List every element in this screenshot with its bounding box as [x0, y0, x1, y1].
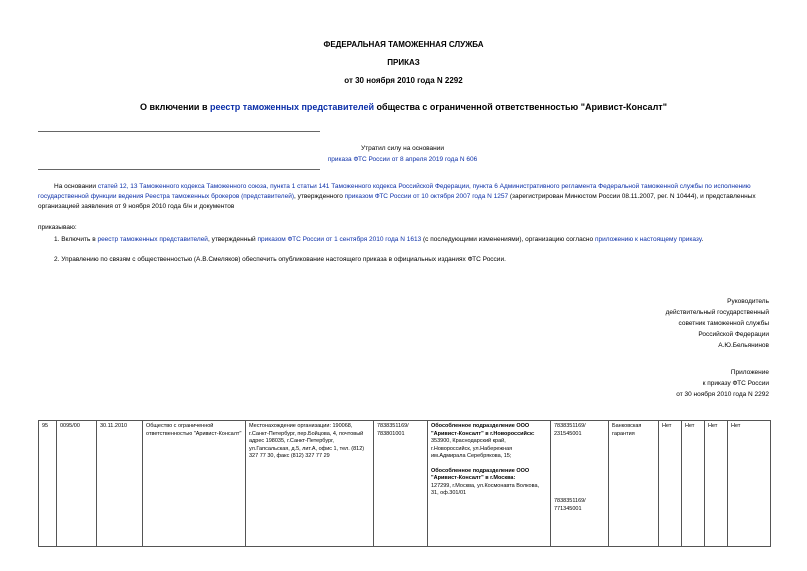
cell-number: 95 — [39, 421, 57, 547]
doc-subject — [0, 102, 807, 112]
order-item-1 — [38, 235, 770, 245]
divider-top — [38, 131, 320, 132]
expired-text: Утратил силу на основании — [360, 145, 445, 152]
basis-order-link[interactable]: приказом ФТС России от 10 октября 2007 года N 1257 — [344, 193, 509, 200]
cell-inn-kpp: 7838351169/ 783801001 — [374, 421, 428, 547]
divider-bottom — [38, 169, 320, 170]
item1-text-2: , утвержденный — [207, 236, 258, 243]
item1-order-link[interactable]: приказом ФТС России от 1 сентября 2010 года N 1613 — [257, 236, 422, 243]
basis-code-link[interactable]: статей 12, 13 Таможенного кодекса Таможенного союза, пункта 1 статьи 141 Таможенного кодекса Российской Федерации, пункта 6 Административного регламента Федеральной таможенной службы по исполнению государственной функции ведения Реестра таможенных брокеров (представителей) — [38, 183, 751, 200]
item1-text-3: (с последующими изменениями), организацию согласно — [421, 236, 595, 243]
item1-registry-link[interactable]: реестр таможенных представителей — [97, 236, 208, 243]
appendix-line-1: Приложение — [730, 369, 769, 376]
expired-note — [300, 143, 505, 165]
order-word: приказываю: — [38, 224, 77, 231]
expired-order-link[interactable]: приказа ФТС России от 8 апреля 2019 года N 606 — [327, 156, 478, 163]
doc-type: ПРИКАЗ — [387, 58, 420, 67]
table-row — [39, 421, 771, 547]
cell-flag-1: Нет — [659, 421, 682, 547]
cell-date: 30.11.2010 — [97, 421, 143, 547]
agency-title: ФЕДЕРАЛЬНАЯ ТАМОЖЕННАЯ СЛУЖБА — [323, 40, 484, 49]
cell-subdivisions — [428, 421, 551, 547]
subject-prefix: О включении в — [140, 102, 210, 112]
order-item-2: 2. Управлению по связям с общественностью (А.В.Смеляков) обеспечить опубликование настоящего приказа в официальных изданиях ФТС России. — [54, 256, 506, 263]
subdivision-2-address: 127299, г.Москва, ул.Космонавта Волкова, 31, оф.301/01 — [431, 482, 540, 496]
signature-line-4: Российской Федерации — [698, 331, 769, 338]
cell-subdivision-inn — [551, 421, 609, 547]
signature-name: А.Ю.Бельянинов — [718, 342, 769, 349]
basis-text-3: (зарегистрирован Минюстом России 08.11.2007, рег. N 10444), и представленных организацией заявления от 9 ноября 2010 года б/н и документов — [38, 193, 756, 210]
appendix-line-3: от 30 ноября 2010 года N 2292 — [676, 391, 769, 398]
subdivision-1-address: 353900, Краснодарский край, г.Новороссийск, ул.Набережная им.Адмирала Серебрякова, 15; — [431, 438, 513, 459]
cell-reg-number: 0095/00 — [57, 421, 97, 547]
signature-block — [509, 296, 769, 351]
signature-line-3: советник таможенной службы — [678, 320, 769, 327]
cell-flag-3: Нет — [705, 421, 728, 547]
cell-org-name: Общество с ограниченной ответственностью "Аривист-Консалт" — [143, 421, 246, 547]
subdivision-1-inn: 7838351169/ 231545001 — [554, 423, 586, 437]
subject-registry-link[interactable]: реестр таможенных представителей — [210, 102, 375, 112]
item1-text-1: 1. Включить в — [54, 236, 98, 243]
appendix-block — [509, 367, 769, 400]
subdivision-2-inn: 7838351169/ 771345001 — [554, 498, 586, 512]
basis-text-2: , утвержденного — [294, 193, 345, 200]
cell-address: Местонахождение организации: 190068, г.Санкт-Петербург, пер.Бойцова, 4, почтовый адрес 198035, г.Санкт-Петербург, ул.Гапсальская, д.5, лит.А, офис 1, тел. (812) 327 77 30, факс (812) 327 77 29 — [246, 421, 374, 547]
registry-table — [38, 420, 771, 547]
signature-line-2: действительный государственный — [665, 309, 769, 316]
cell-flag-4: Нет — [728, 421, 771, 547]
item1-appendix-link[interactable]: приложению к настоящему приказу — [594, 236, 702, 243]
cell-guarantee: Банковская гарантия — [609, 421, 659, 547]
subject-suffix: общества с ограниченной ответственностью "Аривист-Консалт" — [374, 102, 667, 112]
signature-line-1: Руководитель — [727, 298, 769, 305]
item1-text-4: . — [701, 236, 704, 243]
cell-flag-2: Нет — [682, 421, 705, 547]
basis-paragraph — [38, 182, 770, 212]
doc-date-number: от 30 ноября 2010 года N 2292 — [344, 76, 463, 85]
basis-text-1: На основании — [54, 183, 98, 190]
subdivision-1-title: Обособленное подразделение ООО "Аривист-Консалт" в г.Новороссийск: — [431, 423, 535, 437]
subdivision-2-title: Обособленное подразделение ООО "Аривист-Консалт" в г.Москва: — [431, 467, 530, 481]
appendix-line-2: к приказу ФТС России — [702, 380, 769, 387]
